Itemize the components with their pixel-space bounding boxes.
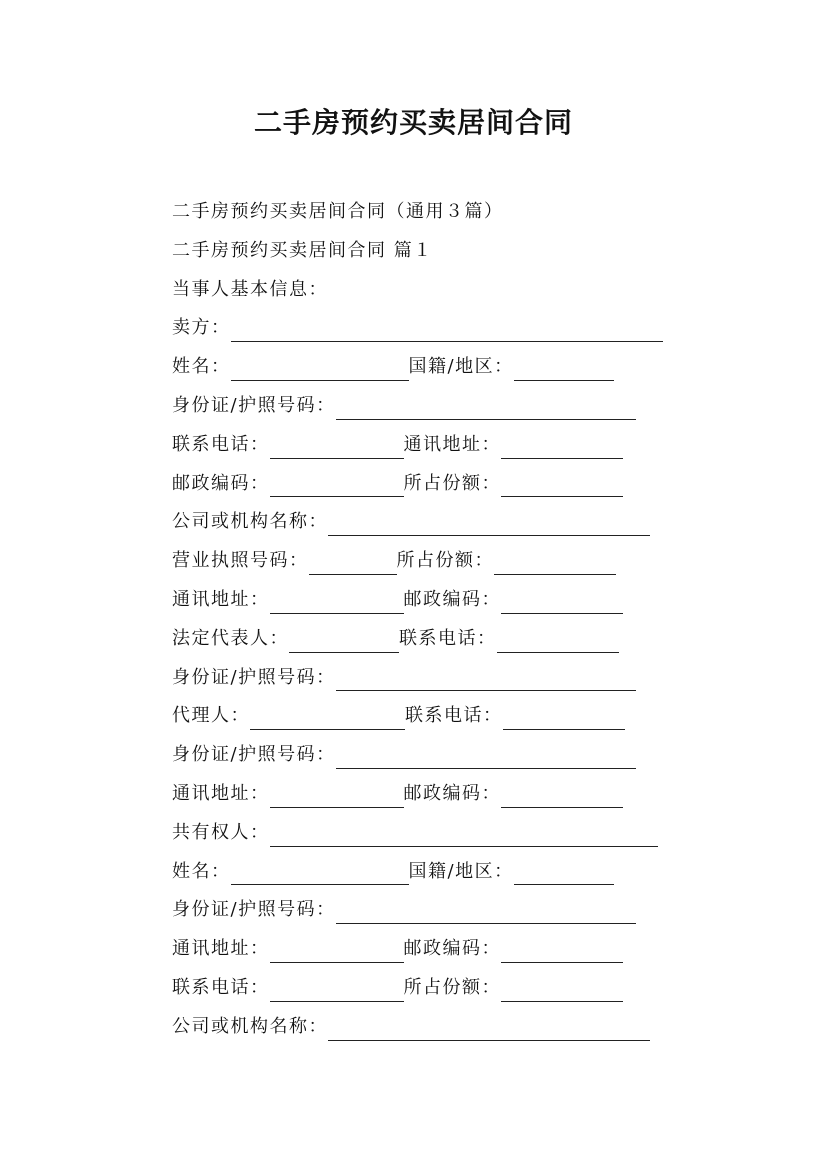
field-label: 邮政编码： xyxy=(403,938,501,960)
form-row xyxy=(172,1008,672,1047)
form-row xyxy=(172,426,672,465)
blank-field[interactable] xyxy=(270,940,404,963)
field-label: 营业执照号码： xyxy=(172,550,309,572)
blank-field[interactable] xyxy=(501,436,623,459)
blank-field[interactable] xyxy=(270,824,658,847)
form-row xyxy=(172,659,672,698)
form-row xyxy=(172,542,672,581)
field-label: 联系电话： xyxy=(399,627,497,649)
blank-field[interactable] xyxy=(503,707,625,730)
blank-field[interactable] xyxy=(231,358,409,381)
field-label: 法定代表人： xyxy=(172,627,289,649)
document-title: 二手房预约买卖居间合同 xyxy=(253,106,573,139)
field-label: 身份证/护照号码： xyxy=(172,394,336,416)
form-row xyxy=(172,736,672,775)
blank-field[interactable] xyxy=(289,630,399,653)
document-body xyxy=(172,193,672,1047)
field-label: 共有权人： xyxy=(172,821,270,843)
form-row xyxy=(172,930,672,969)
field-label: 身份证/护照号码： xyxy=(172,744,336,766)
form-row xyxy=(172,309,672,348)
form-row xyxy=(172,697,672,736)
blank-field[interactable] xyxy=(336,901,636,924)
blank-field[interactable] xyxy=(270,591,404,614)
form-row xyxy=(172,775,672,814)
field-label: 姓名： xyxy=(172,356,231,378)
field-label: 卖方： xyxy=(172,317,231,339)
blank-field[interactable] xyxy=(336,397,636,420)
field-label: 国籍/地区： xyxy=(408,860,514,882)
form-row xyxy=(172,620,672,659)
field-label: 通讯地址： xyxy=(172,588,270,610)
field-label: 联系电话： xyxy=(172,433,270,455)
blank-field[interactable] xyxy=(514,862,614,885)
form-row xyxy=(172,581,672,620)
field-label: 邮政编码： xyxy=(172,472,270,494)
field-label: 所占份额： xyxy=(396,550,494,572)
field-label: 代理人： xyxy=(172,705,250,727)
field-label: 所占份额： xyxy=(403,472,501,494)
form-row xyxy=(172,814,672,853)
blank-field[interactable] xyxy=(497,630,619,653)
blank-field[interactable] xyxy=(501,474,623,497)
section-heading-line xyxy=(172,232,672,271)
blank-field[interactable] xyxy=(494,552,616,575)
blank-field[interactable] xyxy=(336,746,636,769)
form-row xyxy=(172,387,672,426)
field-label: 邮政编码： xyxy=(403,588,501,610)
field-label: 姓名： xyxy=(172,860,231,882)
blank-field[interactable] xyxy=(514,358,614,381)
blank-field[interactable] xyxy=(501,785,623,808)
field-label: 通讯地址： xyxy=(172,782,270,804)
field-label: 国籍/地区： xyxy=(408,356,514,378)
blank-field[interactable] xyxy=(328,513,650,536)
blank-field[interactable] xyxy=(250,707,405,730)
parties-heading-line xyxy=(172,271,672,310)
blank-field[interactable] xyxy=(270,436,404,459)
field-label: 公司或机构名称： xyxy=(172,1015,328,1037)
form-row xyxy=(172,465,672,504)
subtitle: 二手房预约买卖居间合同（通用３篇） xyxy=(172,201,504,222)
field-label: 身份证/护照号码： xyxy=(172,666,336,688)
blank-field[interactable] xyxy=(501,940,623,963)
form-row xyxy=(172,503,672,542)
field-label: 公司或机构名称： xyxy=(172,511,328,533)
form-row xyxy=(172,969,672,1008)
blank-field[interactable] xyxy=(501,979,623,1002)
blank-field[interactable] xyxy=(231,319,663,342)
form-row xyxy=(172,348,672,387)
blank-field[interactable] xyxy=(231,862,409,885)
section-heading: 二手房预约买卖居间合同 篇１ xyxy=(172,239,433,261)
blank-field[interactable] xyxy=(501,591,623,614)
blank-field[interactable] xyxy=(270,785,404,808)
blank-field[interactable] xyxy=(270,474,404,497)
parties-heading: 当事人基本信息： xyxy=(172,278,328,300)
field-label: 联系电话： xyxy=(405,705,503,727)
subtitle-line xyxy=(172,193,672,232)
field-label: 通讯地址： xyxy=(172,938,270,960)
form-row xyxy=(172,853,672,892)
blank-field[interactable] xyxy=(328,1018,650,1041)
blank-field[interactable] xyxy=(336,668,636,691)
blank-field[interactable] xyxy=(270,979,404,1002)
blank-field[interactable] xyxy=(309,552,397,575)
field-label: 邮政编码： xyxy=(403,782,501,804)
field-label: 联系电话： xyxy=(172,976,270,998)
field-label: 通讯地址： xyxy=(403,433,501,455)
form-row xyxy=(172,891,672,930)
field-label: 所占份额： xyxy=(403,976,501,998)
field-label: 身份证/护照号码： xyxy=(172,899,336,921)
